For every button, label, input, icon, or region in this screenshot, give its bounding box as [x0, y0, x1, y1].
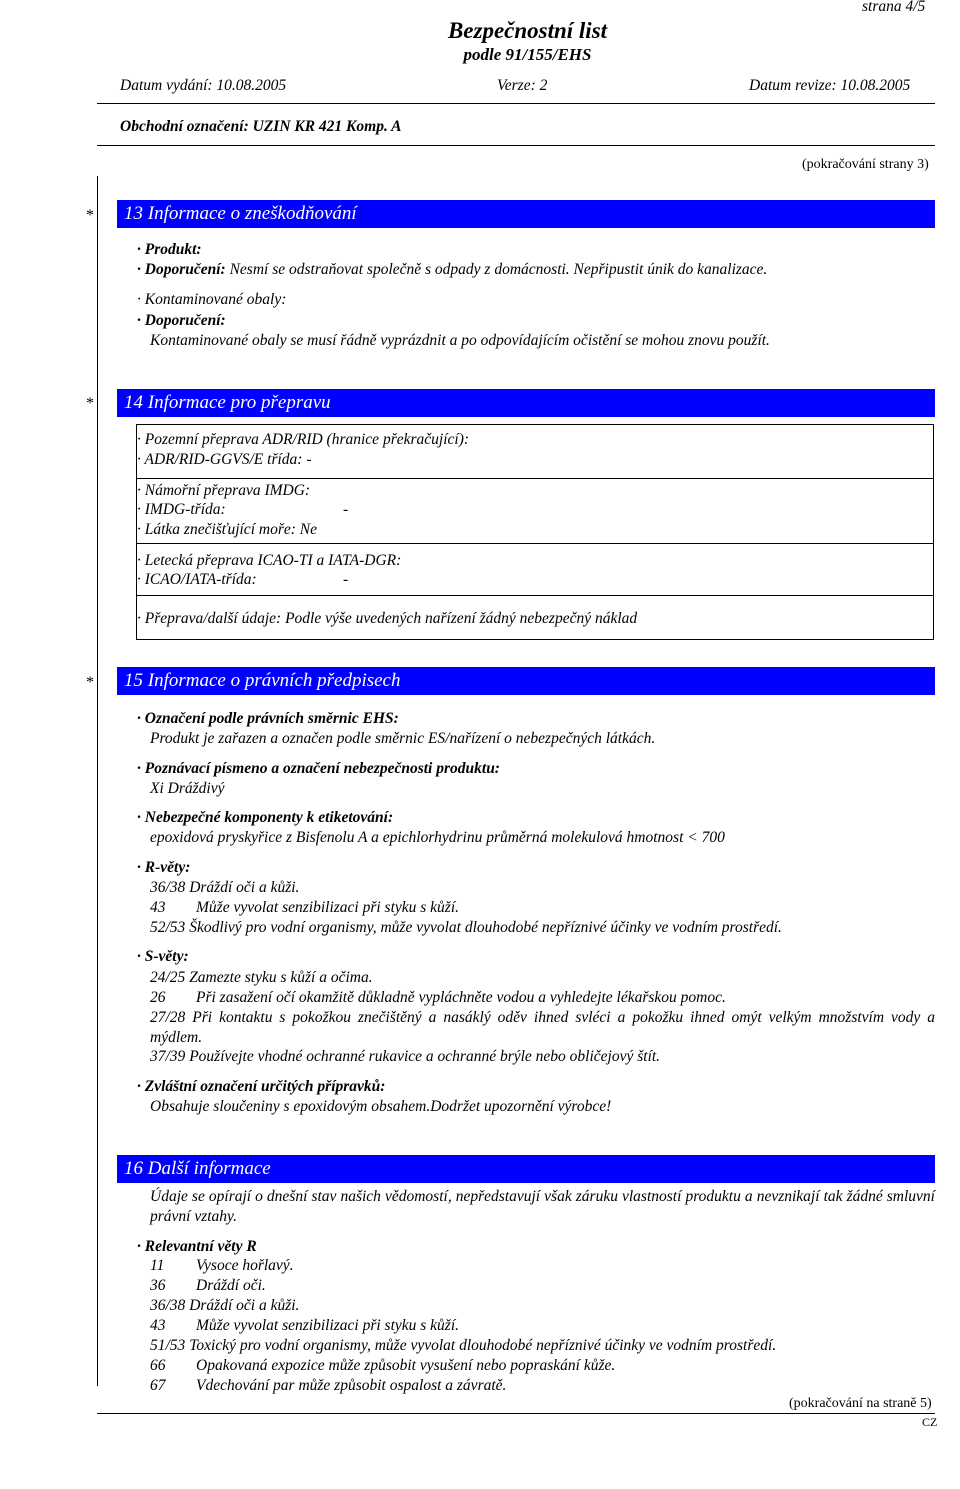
r-phrase-text: Opakovaná expozice může způsobit vysušení nebo popraskání kůže. [196, 1357, 616, 1374]
hazardous-components-text: epoxidová pryskyřice z Bisfenolu A a epichlorhydrinu průměrná molekulová hmotnost < 700 [150, 829, 725, 846]
recommendation-line [137, 260, 767, 280]
page-number: strana 4/5 [862, 0, 926, 15]
r-phrase-text: Dráždí oči a kůži. [189, 879, 300, 896]
s-phrase-text: Používejte vhodné ochranné rukavice a ochranné brýle nebo obličejový štít. [189, 1048, 661, 1065]
revision-date: Datum revize: 10.08.2005 [749, 77, 911, 94]
adr-class-value: - [306, 451, 312, 468]
change-marker-15: * [86, 674, 94, 691]
product-label: · Produkt: [137, 241, 202, 258]
relevant-r-phrase [150, 1376, 506, 1396]
relevant-r-phrases-label: · Relevantní věty R [137, 1238, 257, 1255]
s-phrase-code: 37/39 [150, 1048, 186, 1065]
marine-pollutant-value: Ne [299, 521, 317, 538]
header-divider-2 [97, 145, 935, 146]
change-marker-14: * [86, 395, 94, 412]
section-16-intro: Údaje se opírají o dnešní stav našich vědomostí, nepředstavují však záruku vlastností produktu a nevznikají tak žádné smluvní právní vztahy. [150, 1188, 935, 1225]
section-13-header: 13 Informace o zneškodňování [117, 200, 935, 228]
r-phrase [150, 878, 299, 898]
recommendation-label: · Doporučení: [137, 261, 226, 278]
land-transport-label: · Pozemní přeprava ADR/RID (hranice překračující): [137, 431, 470, 448]
r-phrase-code: 67 [150, 1377, 166, 1394]
r-phrase-code: 36/38 [150, 879, 186, 896]
s-phrase-code: 24/25 [150, 969, 186, 986]
transport-other-text: Podle výše uvedených nařízení žádný nebezpečný náklad [285, 610, 638, 627]
r-phrase-text: Škodlivý pro vodní organismy, může vyvolat dlouhodobé nepříznivé účinky ve vodním prostředí. [189, 919, 782, 936]
hazard-symbol-text: Xi Dráždivý [150, 780, 225, 797]
r-phrase-text: Dráždí oči. [196, 1277, 266, 1294]
r-phrase-code: 11 [150, 1257, 165, 1274]
section-14-header: 14 Informace pro přepravu [117, 389, 935, 417]
eu-labelling-label: · Označení podle právních směrnic EHS: [137, 710, 399, 727]
country-code: CZ [922, 1415, 938, 1429]
contaminated-packaging-label: · Kontaminované obaly: [137, 291, 287, 308]
s-phrase [150, 1008, 935, 1048]
r-phrase-code: 66 [150, 1357, 166, 1374]
r-phrase-code: 36/38 [150, 1297, 186, 1314]
adr-class-line [137, 450, 312, 470]
r-phrase-text: Toxický pro vodní organismy, může vyvolat dlouhodobé nepříznivé účinky ve vodním prostředí. [189, 1337, 777, 1354]
issue-date: Datum vydání: 10.08.2005 [120, 77, 287, 94]
s-phrase-text: Zamezte styku s kůží a očima. [189, 969, 373, 986]
recommendation-text: Nesmí se odstraňovat společně s odpady z domácnosti. Nepřipustit únik do kanalizace. [229, 261, 768, 278]
continued-from: (pokračování strany 3) [802, 157, 929, 172]
continued-to: (pokračování na straně 5) [789, 1396, 932, 1411]
r-phrase [150, 898, 459, 918]
r-phrase-code: 51/53 [150, 1337, 186, 1354]
section-16-header: 16 Další informace [117, 1155, 935, 1183]
eu-labelling-text: Produkt je zařazen a označen podle směrnic ES/nařízení o nebezpečných látkách. [150, 730, 656, 747]
left-margin-line [97, 176, 98, 1386]
document-title: Bezpečnostní list [447, 18, 608, 43]
marine-pollutant-label: · Látka znečišťující moře: [137, 521, 296, 538]
r-phrase-code: 52/53 [150, 919, 186, 936]
r-phrase [150, 918, 782, 938]
relevant-r-phrase [150, 1316, 459, 1336]
hazardous-components-label: · Nebezpečné komponenty k etiketování: [137, 809, 394, 826]
icao-class-value: - [343, 571, 349, 588]
s-phrase-code: 27/28 [150, 1009, 186, 1026]
relevant-r-phrase [150, 1356, 615, 1376]
marine-pollutant-line [137, 520, 317, 540]
r-phrase-text: Dráždí oči a kůži. [189, 1297, 300, 1314]
adr-class-label: · ADR/RID-GGVS/E třída: [137, 451, 303, 468]
s-phrase [150, 988, 726, 1008]
special-labelling-label: · Zvláštní označení určitých přípravků: [137, 1078, 386, 1095]
s-phrase-code: 26 [150, 989, 166, 1006]
recommendation-text-2: Kontaminované obaly se musí řádně vyprázdnit a po odpovídajícím očistění se mohou znovu použít. [150, 332, 770, 349]
s-phrase-text: Při zasažení očí okamžitě důkladně vypláchněte vodou a vyhledejte lékařskou pomoc. [196, 989, 726, 1006]
r-phrase-code: 43 [150, 899, 166, 916]
relevant-r-phrase [150, 1256, 294, 1276]
trade-name: Obchodní označení: UZIN KR 421 Komp. A [120, 118, 402, 135]
document-subtitle: podle 91/155/EHS [463, 45, 592, 64]
s-phrases-label: · S-věty: [137, 948, 189, 965]
change-marker-13: * [86, 207, 94, 224]
imdg-class-value: - [343, 501, 349, 518]
s-phrase-text: Při kontaktu s pokožkou znečištěný a nasáklý oděv ihned svléci a pokožku ihned omýt velkým množstvím vody a mýdlem. [150, 1009, 936, 1046]
recommendation-label-2: · Doporučení: [137, 312, 226, 329]
sea-transport-label: · Námořní přeprava IMDG: [137, 482, 311, 499]
transport-other-line [137, 609, 637, 629]
r-phrase-text: Může vyvolat senzibilizaci při styku s kůží. [196, 899, 460, 916]
special-labelling-text: Obsahuje sloučeniny s epoxidovým obsahem.Dodržet upozornění výrobce! [150, 1098, 612, 1115]
transport-other-label: · Přeprava/další údaje: [137, 610, 282, 627]
s-phrase [150, 1047, 660, 1067]
relevant-r-phrase [150, 1296, 299, 1316]
hazard-symbol-label: · Poznávací písmeno a označení nebezpečnosti produktu: [137, 760, 500, 777]
r-phrase-code: 36 [150, 1277, 166, 1294]
r-phrase-text: Vysoce hořlavý. [196, 1257, 294, 1274]
section-15-header: 15 Informace o právních předpisech [117, 667, 935, 695]
r-phrase-code: 43 [150, 1317, 166, 1334]
relevant-r-phrase [150, 1276, 266, 1296]
footer-divider [97, 1413, 935, 1414]
version: Verze: 2 [497, 77, 548, 94]
air-transport-label: · Letecká přeprava ICAO-TI a IATA-DGR: [137, 552, 402, 569]
icao-class-label: · ICAO/IATA-třída: [137, 571, 257, 588]
r-phrase-text: Vdechování par může způsobit ospalost a závratě. [196, 1377, 507, 1394]
relevant-r-phrase [150, 1336, 776, 1356]
s-phrase [150, 968, 373, 988]
r-phrase-text: Může vyvolat senzibilizaci při styku s kůží. [196, 1317, 460, 1334]
r-phrases-label: · R-věty: [137, 859, 191, 876]
imdg-class-label: · IMDG-třída: [137, 501, 226, 518]
header-divider [97, 103, 935, 104]
